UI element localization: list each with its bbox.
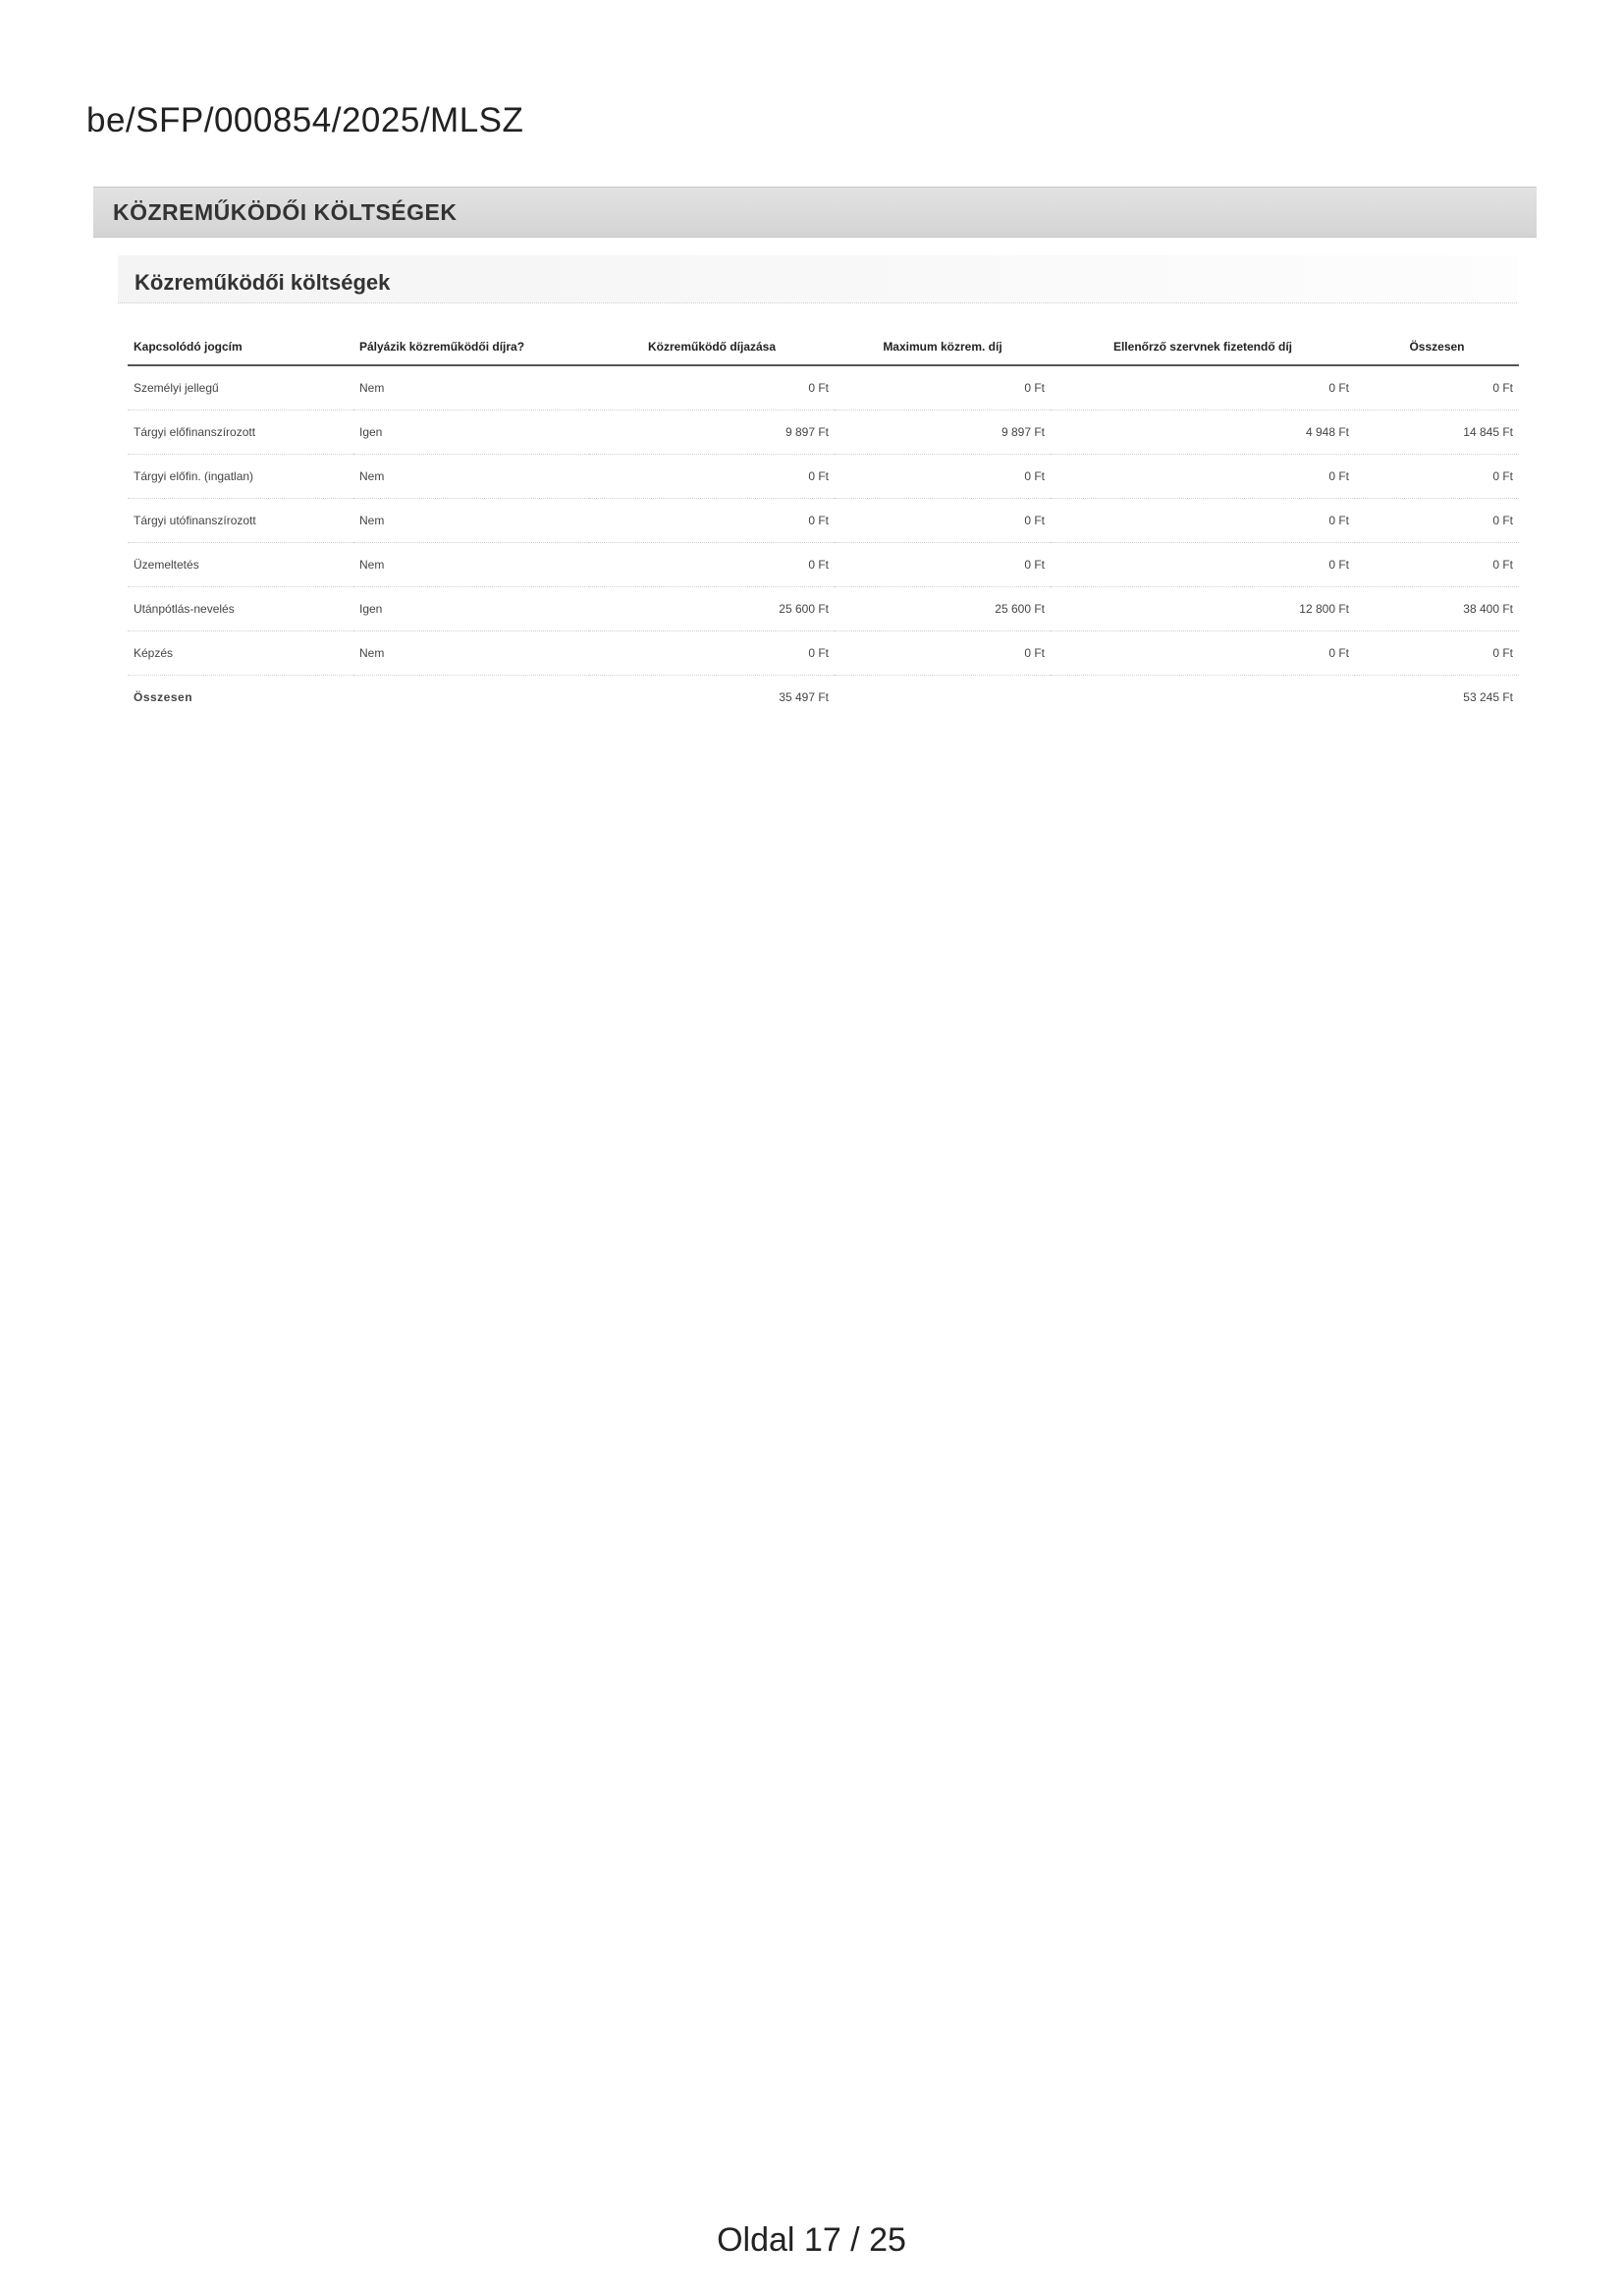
column-header-jogcim: Kapcsolódó jogcím: [128, 329, 353, 365]
cell-jogcim: Tárgyi utófinanszírozott: [128, 499, 353, 543]
cell-osszesen: 0 Ft: [1355, 455, 1519, 499]
table-row: [128, 410, 1519, 455]
page-number: Oldal 17 / 25: [717, 2221, 906, 2259]
subsection-title: Közreműködői költségek: [135, 270, 391, 295]
total-dijazas: 35 497 Ft: [779, 690, 829, 704]
cell-osszesen: 14 845 Ft: [1355, 410, 1519, 455]
cell-jogcim: Tárgyi előfin. (ingatlan): [128, 455, 353, 499]
cell-osszesen: 0 Ft: [1355, 365, 1519, 410]
cell-palyazik: Igen: [353, 410, 589, 455]
cost-table: [128, 329, 1519, 719]
column-header-ellenorzo: Ellenőrző szervnek fizetendő díj: [1051, 329, 1355, 365]
table-total-row: [128, 676, 1519, 720]
table-row: [128, 455, 1519, 499]
document-id: be/SFP/000854/2025/MLSZ: [86, 101, 524, 139]
cell-dijazas: 25 600 Ft: [589, 587, 835, 631]
total-empty-cell: [353, 676, 589, 720]
column-header-dijazas: Közreműködő díjazása: [589, 329, 835, 365]
total-empty-cell: [1051, 676, 1355, 720]
cell-ellenorzo: 0 Ft: [1051, 365, 1355, 410]
cell-osszesen: 0 Ft: [1355, 499, 1519, 543]
cell-ellenorzo: 0 Ft: [1051, 455, 1355, 499]
cell-osszesen: 0 Ft: [1355, 543, 1519, 587]
cell-jogcim: Képzés: [128, 631, 353, 676]
cell-dijazas: 0 Ft: [589, 631, 835, 676]
cell-maximum: 0 Ft: [835, 365, 1051, 410]
cell-jogcim: Személyi jellegű: [128, 365, 353, 410]
cell-ellenorzo: 0 Ft: [1051, 631, 1355, 676]
cell-maximum: 0 Ft: [835, 631, 1051, 676]
cell-dijazas: 0 Ft: [589, 455, 835, 499]
cell-palyazik: Igen: [353, 587, 589, 631]
cell-palyazik: Nem: [353, 499, 589, 543]
table-row: [128, 499, 1519, 543]
cell-dijazas: 9 897 Ft: [589, 410, 835, 455]
total-osszesen: 53 245 Ft: [1463, 690, 1513, 704]
cell-ellenorzo: 4 948 Ft: [1051, 410, 1355, 455]
cell-maximum: 0 Ft: [835, 499, 1051, 543]
cell-palyazik: Nem: [353, 365, 589, 410]
column-header-maximum: Maximum közrem. díj: [835, 329, 1051, 365]
cell-dijazas: 0 Ft: [589, 543, 835, 587]
section-header: [93, 187, 1537, 238]
cell-ellenorzo: 12 800 Ft: [1051, 587, 1355, 631]
section-title: KÖZREMŰKÖDŐI KÖLTSÉGEK: [113, 199, 458, 225]
subsection-header: [118, 255, 1517, 303]
cell-osszesen: 0 Ft: [1355, 631, 1519, 676]
cell-osszesen: 38 400 Ft: [1355, 587, 1519, 631]
table-row: [128, 631, 1519, 676]
table-row: [128, 365, 1519, 410]
cell-palyazik: Nem: [353, 543, 589, 587]
cell-jogcim: Utánpótlás-nevelés: [128, 587, 353, 631]
table-row: [128, 543, 1519, 587]
cell-maximum: 0 Ft: [835, 543, 1051, 587]
cell-jogcim: Tárgyi előfinanszírozott: [128, 410, 353, 455]
total-empty-cell: [835, 676, 1051, 720]
cell-ellenorzo: 0 Ft: [1051, 499, 1355, 543]
cell-palyazik: Nem: [353, 631, 589, 676]
column-header-palyazik: Pályázik közreműködői díjra?: [353, 329, 589, 365]
table-header-row: [128, 329, 1519, 365]
cell-dijazas: 0 Ft: [589, 365, 835, 410]
cell-palyazik: Nem: [353, 455, 589, 499]
cell-maximum: 0 Ft: [835, 455, 1051, 499]
total-label: Összesen: [134, 690, 193, 704]
cell-dijazas: 0 Ft: [589, 499, 835, 543]
cell-jogcim: Üzemeltetés: [128, 543, 353, 587]
cell-ellenorzo: 0 Ft: [1051, 543, 1355, 587]
column-header-osszesen: Összesen: [1355, 329, 1519, 365]
cell-maximum: 25 600 Ft: [835, 587, 1051, 631]
table-row: [128, 587, 1519, 631]
cell-maximum: 9 897 Ft: [835, 410, 1051, 455]
